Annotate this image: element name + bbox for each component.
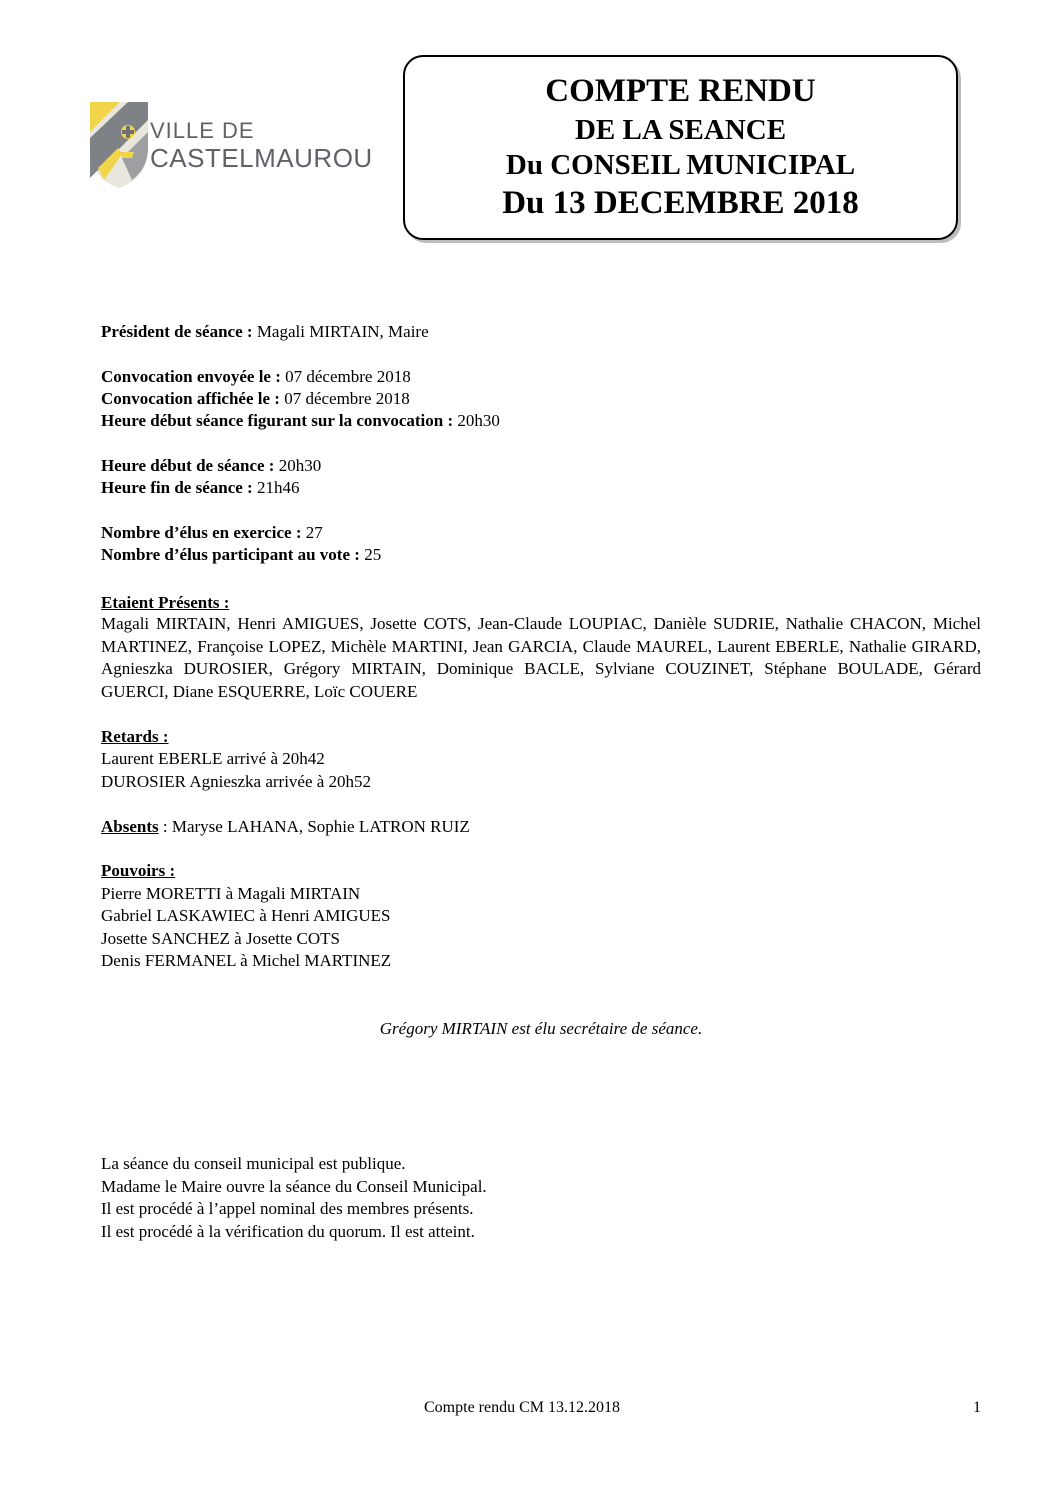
- retards-heading: Retards :: [101, 727, 169, 746]
- president-label: Président de séance :: [101, 322, 253, 341]
- convocation-posted-label: Convocation affichée le :: [101, 389, 280, 408]
- town-logo: [88, 98, 378, 190]
- convocation-posted-line: [101, 388, 410, 410]
- start-time-value: 20h30: [274, 456, 322, 475]
- convocation-sent-value: 07 décembre 2018: [280, 367, 411, 386]
- voting-count-line: [101, 544, 381, 566]
- end-time-label: Heure fin de séance :: [101, 478, 253, 497]
- end-time-line: [101, 477, 299, 499]
- convocation-sent-line: [101, 366, 411, 388]
- document-title-box: [403, 55, 958, 240]
- president-line: [101, 321, 429, 343]
- absents-value: : Maryse LAHANA, Sophie LATRON RUIZ: [158, 817, 470, 836]
- footer-text: Compte rendu CM 13.12.2018: [424, 1399, 620, 1416]
- pouvoirs-heading: Pouvoirs :: [101, 861, 176, 880]
- convocation-sent-label: Convocation envoyée le :: [101, 367, 281, 386]
- start-time-label: Heure début de séance :: [101, 456, 275, 475]
- pouvoir-item: Pierre MORETTI à Magali MIRTAIN: [101, 884, 361, 903]
- closing-line: Il est procédé à l’appel nominal des membres présents.: [101, 1199, 474, 1218]
- title-line1: COMPTE RENDU: [545, 73, 816, 109]
- closing-line: Il est procédé à la vérification du quorum. Il est atteint.: [101, 1222, 475, 1241]
- absents-heading: Absents: [101, 817, 159, 836]
- elected-count-label: Nombre d’élus en exercice :: [101, 523, 302, 542]
- start-time-convocation-line: [101, 410, 500, 432]
- pouvoir-item: Gabriel LASKAWIEC à Henri AMIGUES: [101, 906, 391, 925]
- elected-count-line: [101, 522, 323, 544]
- logo-text-line1: VILLE DE: [150, 118, 255, 143]
- logo-text-line2: CASTELMAUROU: [150, 143, 373, 173]
- pouvoir-item: Josette SANCHEZ à Josette COTS: [101, 929, 340, 948]
- elected-count-value: 27: [301, 523, 323, 542]
- retard-item: Laurent EBERLE arrivé à 20h42: [101, 749, 325, 768]
- closing-line: Madame le Maire ouvre la séance du Conseil Municipal.: [101, 1177, 487, 1196]
- convocation-posted-value: 07 décembre 2018: [279, 389, 410, 408]
- voting-count-label: Nombre d’élus participant au vote :: [101, 545, 360, 564]
- presents-list: Magali MIRTAIN, Henri AMIGUES, Josette COTS, Jean-Claude LOUPIAC, Danièle SUDRIE, Nathalie CHACON, Michel MARTINEZ, Françoise LOPEZ, Michèle MARTINI, Jean GARCIA, Claude MAUREL, Laurent EBERLE, Nathalie GIRARD, Agnieszka DUROSIER, Grégory MIRTAIN, Dominique BACLE, Sylviane COUZINET, Stéphane BOULADE, Gérard GUERCI, Diane ESQUERRE, Loïc COUERE: [101, 614, 981, 702]
- voting-count-value: 25: [359, 545, 382, 564]
- start-time-line: [101, 455, 321, 477]
- start-time-convocation-value: 20h30: [453, 411, 500, 430]
- retard-item: DUROSIER Agnieszka arrivée à 20h52: [101, 772, 372, 791]
- absents-line: [101, 816, 470, 838]
- title-line4: Du 13 DECEMBRE 2018: [502, 185, 859, 221]
- pouvoir-item: Denis FERMANEL à Michel MARTINEZ: [101, 951, 392, 970]
- end-time-value: 21h46: [252, 478, 300, 497]
- start-time-convocation-label: Heure début séance figurant sur la convocation :: [101, 411, 454, 430]
- title-line3: Du CONSEIL MUNICIPAL: [505, 149, 856, 181]
- president-value: Magali MIRTAIN, Maire: [252, 322, 429, 341]
- secretary-statement: Grégory MIRTAIN est élu secrétaire de séance.: [379, 1019, 703, 1038]
- presents-heading-line: [101, 592, 229, 614]
- coat-of-arms-icon: [88, 98, 150, 190]
- retards-heading-line: [101, 726, 169, 748]
- closing-line: La séance du conseil municipal est publique.: [101, 1154, 406, 1173]
- title-line2: DE LA SEANCE: [574, 114, 787, 146]
- pouvoirs-heading-line: [101, 860, 175, 882]
- presents-heading: Etaient Présents :: [101, 593, 230, 612]
- page-number: 1: [973, 1399, 981, 1416]
